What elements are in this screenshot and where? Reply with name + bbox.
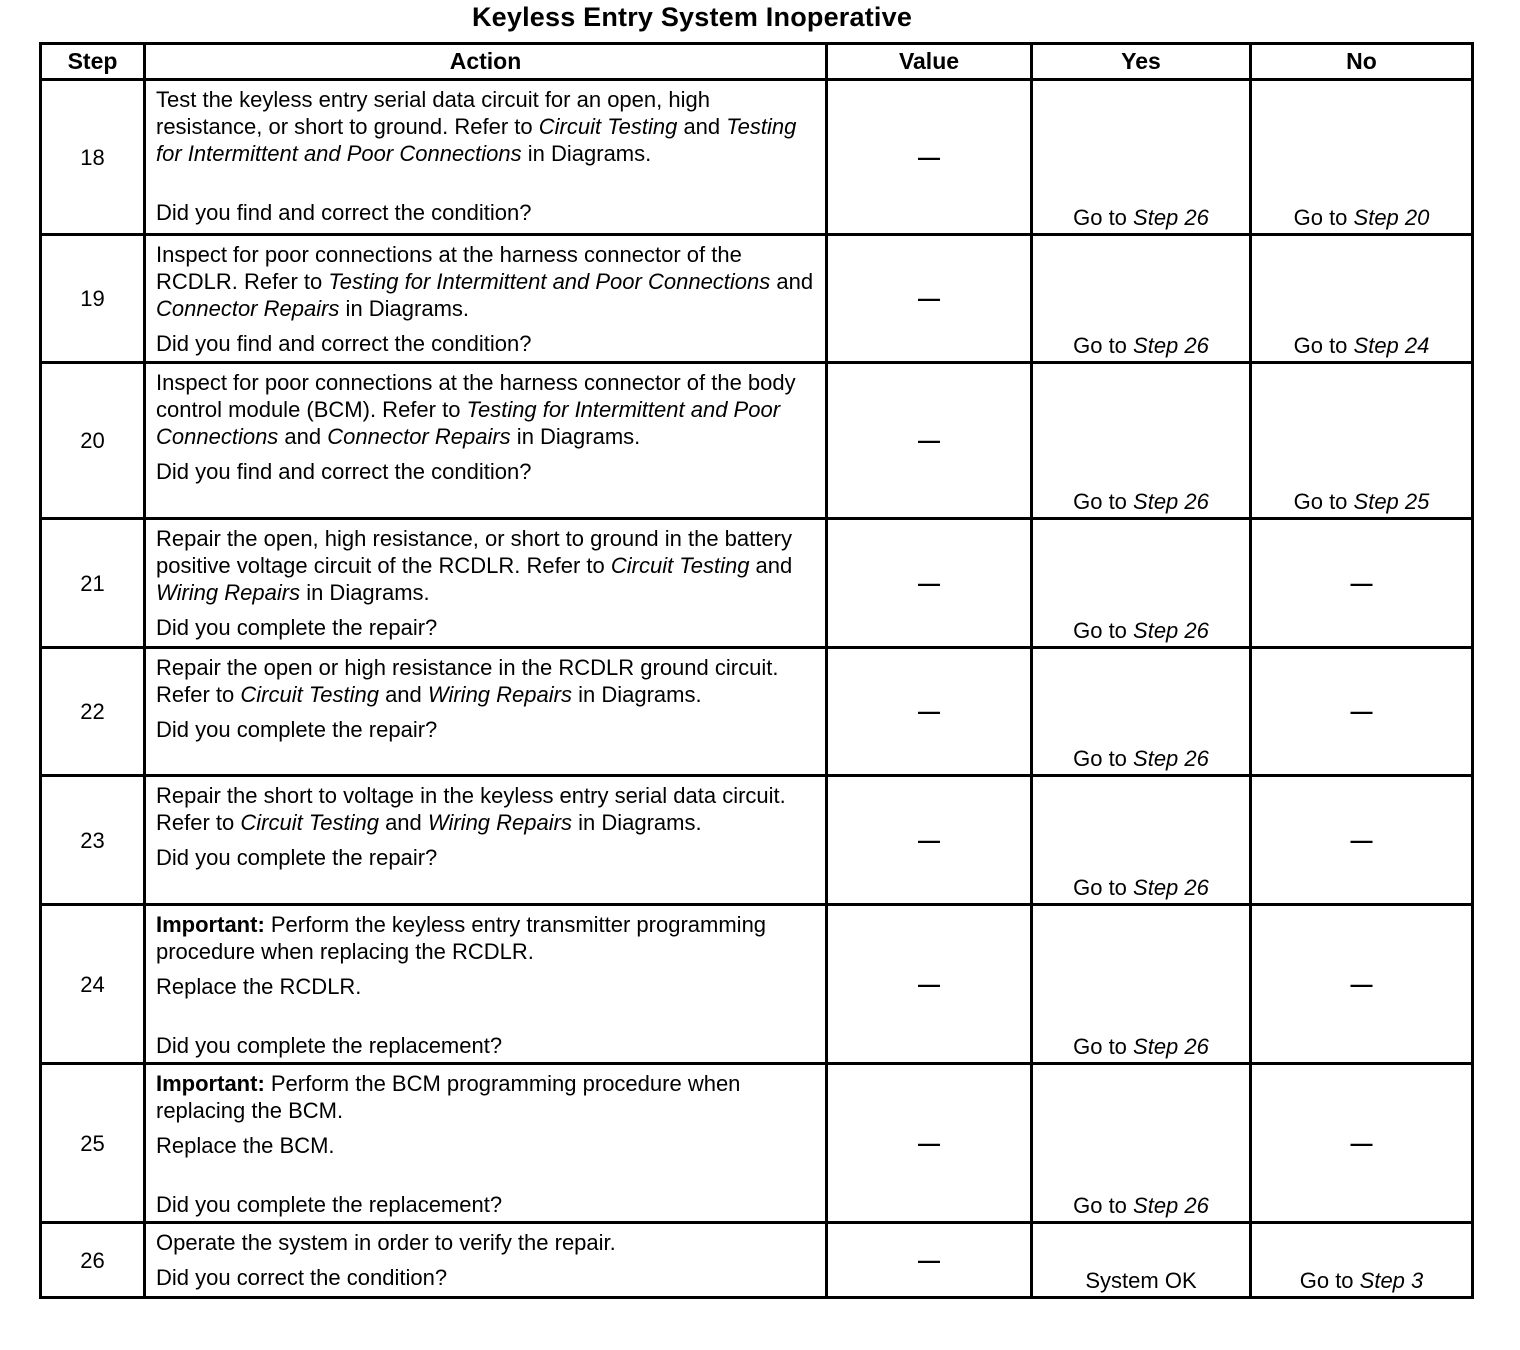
yes-cell — [1032, 235, 1251, 363]
goto-prefix: Go to — [1293, 333, 1354, 358]
action-fragment: and — [278, 424, 328, 449]
step-number: 25 — [41, 1064, 145, 1223]
action-fragment: and — [378, 682, 428, 707]
question-text: Did you complete the repair? — [156, 845, 438, 870]
goto-step: Step 26 — [1133, 333, 1209, 358]
action-fragment: Test the keyless entry serial data circuit for an open, high resistance, or short to ground. Refer to — [156, 87, 710, 139]
step-number: 20 — [41, 363, 145, 519]
important-note — [156, 1070, 817, 1124]
action-cell — [145, 519, 827, 648]
action-fragment: Inspect for poor connections at the harness connector of the RCDLR. Refer to — [156, 242, 742, 294]
action-text — [156, 241, 817, 322]
action-fragment: in Diagrams. — [510, 424, 641, 449]
value-cell: — — [827, 80, 1032, 235]
step-number: 23 — [41, 776, 145, 905]
important-label: Important: — [156, 912, 265, 937]
yes-cell — [1032, 905, 1251, 1064]
action-cell — [145, 235, 827, 363]
yes-cell — [1032, 1064, 1251, 1223]
value-cell: — — [827, 1064, 1032, 1223]
action-fragment: Replace the RCDLR. — [156, 974, 362, 999]
header-action: Action — [145, 44, 827, 80]
action-fragment: Repair the open, high resistance, or short to ground in the battery positive voltage circuit of the RCDLR. Refer to — [156, 526, 792, 578]
action-text — [156, 782, 817, 836]
question-text: Did you complete the replacement? — [156, 1192, 503, 1217]
action-text — [156, 1132, 817, 1159]
yes-cell — [1032, 519, 1251, 648]
no-cell — [1251, 235, 1473, 363]
reference-link-text: Wiring Repairs — [427, 810, 572, 835]
action-fragment: Operate the system in order to verify the repair. — [156, 1230, 616, 1255]
reference-link-text: Connector Repairs — [156, 296, 340, 321]
goto-step: Step 26 — [1133, 746, 1209, 771]
action-cell — [145, 1223, 827, 1298]
goto-step: Step 26 — [1133, 875, 1209, 900]
action-fragment: Replace the BCM. — [156, 1133, 335, 1158]
value-cell: — — [827, 905, 1032, 1064]
yes-cell — [1032, 776, 1251, 905]
no-cell: — — [1251, 1064, 1473, 1223]
action-text — [156, 1229, 817, 1256]
action-fragment: in Diagrams. — [571, 682, 702, 707]
action-fragment: in Diagrams. — [571, 810, 702, 835]
important-note — [156, 911, 817, 965]
action-cell — [145, 648, 827, 776]
reference-link-text: Circuit Testing — [538, 114, 678, 139]
no-cell — [1251, 363, 1473, 519]
step-number: 18 — [41, 80, 145, 235]
header-value: Value — [827, 44, 1032, 80]
table-row — [41, 363, 1473, 519]
table-row — [41, 235, 1473, 363]
goto-prefix: Go to — [1073, 489, 1134, 514]
value-cell: — — [827, 363, 1032, 519]
step-number: 19 — [41, 235, 145, 363]
question-text: Did you complete the repair? — [156, 717, 438, 742]
action-fragment: and — [770, 269, 814, 294]
action-cell — [145, 776, 827, 905]
important-text: Perform the keyless entry transmitter programming procedure when replacing the RCDLR. — [156, 912, 767, 964]
action-cell — [145, 905, 827, 1064]
action-fragment: Repair the open or high resistance in the RCDLR ground circuit. Refer to — [156, 655, 779, 707]
no-cell: — — [1251, 905, 1473, 1064]
reference-link-text: Circuit Testing — [610, 553, 750, 578]
action-text — [156, 86, 817, 167]
reference-link-text: Circuit Testing — [240, 682, 379, 707]
page-title: Keyless Entry System Inoperative — [471, 2, 913, 32]
action-text — [156, 654, 817, 708]
table-row — [41, 905, 1473, 1064]
action-fragment: and — [677, 114, 727, 139]
reference-link-text: Testing for Intermittent and Poor Connections — [156, 114, 797, 166]
goto-step: Step 26 — [1133, 489, 1209, 514]
important-label: Important: — [156, 1071, 265, 1096]
reference-link-text: Wiring Repairs — [427, 682, 572, 707]
diagnostic-table — [39, 42, 1474, 1299]
goto-prefix: Go to — [1299, 1268, 1360, 1293]
goto-step: Step 26 — [1133, 1034, 1209, 1059]
reference-link-text: Wiring Repairs — [156, 580, 301, 605]
question-text: Did you find and correct the condition? — [156, 200, 532, 225]
goto-prefix: Go to — [1073, 618, 1134, 643]
goto-step: Step 3 — [1359, 1268, 1424, 1293]
goto-prefix: Go to — [1073, 1034, 1134, 1059]
action-cell — [145, 363, 827, 519]
table-header-row — [41, 44, 1473, 80]
reference-link-text: Testing for Intermittent and Poor Connections — [328, 269, 771, 294]
no-cell: — — [1251, 776, 1473, 905]
action-fragment: in Diagrams. — [521, 141, 652, 166]
goto-step: Step 26 — [1133, 1193, 1209, 1218]
action-text — [156, 973, 817, 1000]
goto-prefix: Go to — [1073, 746, 1134, 771]
no-cell — [1251, 80, 1473, 235]
goto-prefix: Go to — [1073, 1193, 1134, 1218]
goto-prefix: Go to — [1073, 875, 1134, 900]
goto-step: Step 24 — [1353, 333, 1430, 358]
yes-cell: System OK — [1032, 1223, 1251, 1298]
action-cell — [145, 80, 827, 235]
reference-link-text: Testing for Intermittent and Poor Connections — [156, 397, 781, 449]
header-no: No — [1251, 44, 1473, 80]
goto-prefix: Go to — [1073, 205, 1134, 230]
action-text — [156, 369, 817, 450]
no-cell: — — [1251, 519, 1473, 648]
goto-step: Step 20 — [1353, 205, 1430, 230]
reference-link-text: Circuit Testing — [240, 810, 379, 835]
action-fragment: in Diagrams. — [300, 580, 430, 605]
value-cell: — — [827, 648, 1032, 776]
value-cell: — — [827, 776, 1032, 905]
table-row — [41, 519, 1473, 648]
question-text: Did you find and correct the condition? — [156, 331, 532, 356]
no-cell: — — [1251, 648, 1473, 776]
step-number: 21 — [41, 519, 145, 648]
question-text: Did you complete the replacement? — [156, 1033, 503, 1058]
table-row — [41, 1223, 1473, 1298]
yes-cell — [1032, 363, 1251, 519]
goto-prefix: Go to — [1073, 333, 1134, 358]
action-text — [156, 525, 817, 606]
goto-step: Step 26 — [1133, 205, 1209, 230]
value-cell: — — [827, 235, 1032, 363]
question-text: Did you complete the repair? — [156, 615, 438, 640]
important-text: Perform the BCM programming procedure when replacing the BCM. — [156, 1071, 741, 1123]
table-row — [41, 776, 1473, 905]
action-fragment: Repair the short to voltage in the keyless entry serial data circuit. Refer to — [156, 783, 786, 835]
step-number: 22 — [41, 648, 145, 776]
table-row — [41, 80, 1473, 235]
step-number: 26 — [41, 1223, 145, 1298]
step-number: 24 — [41, 905, 145, 1064]
action-fragment: Inspect for poor connections at the harness connector of the body control module (BCM). Refer to — [156, 370, 796, 422]
table-row — [41, 648, 1473, 776]
value-cell: — — [827, 519, 1032, 648]
no-cell — [1251, 1223, 1473, 1298]
header-step: Step — [41, 44, 145, 80]
goto-step: Step 25 — [1353, 489, 1430, 514]
action-fragment: in Diagrams. — [339, 296, 470, 321]
goto-step: Step 26 — [1133, 618, 1209, 643]
question-text: Did you find and correct the condition? — [156, 459, 532, 484]
action-cell — [145, 1064, 827, 1223]
yes-cell — [1032, 80, 1251, 235]
reference-link-text: Connector Repairs — [327, 424, 511, 449]
goto-prefix: Go to — [1293, 489, 1354, 514]
action-fragment: and — [749, 553, 793, 578]
question-text: Did you correct the condition? — [156, 1265, 448, 1290]
table-row — [41, 1064, 1473, 1223]
action-fragment: and — [378, 810, 428, 835]
goto-prefix: Go to — [1293, 205, 1354, 230]
value-cell: — — [827, 1223, 1032, 1298]
header-yes: Yes — [1032, 44, 1251, 80]
yes-cell — [1032, 648, 1251, 776]
